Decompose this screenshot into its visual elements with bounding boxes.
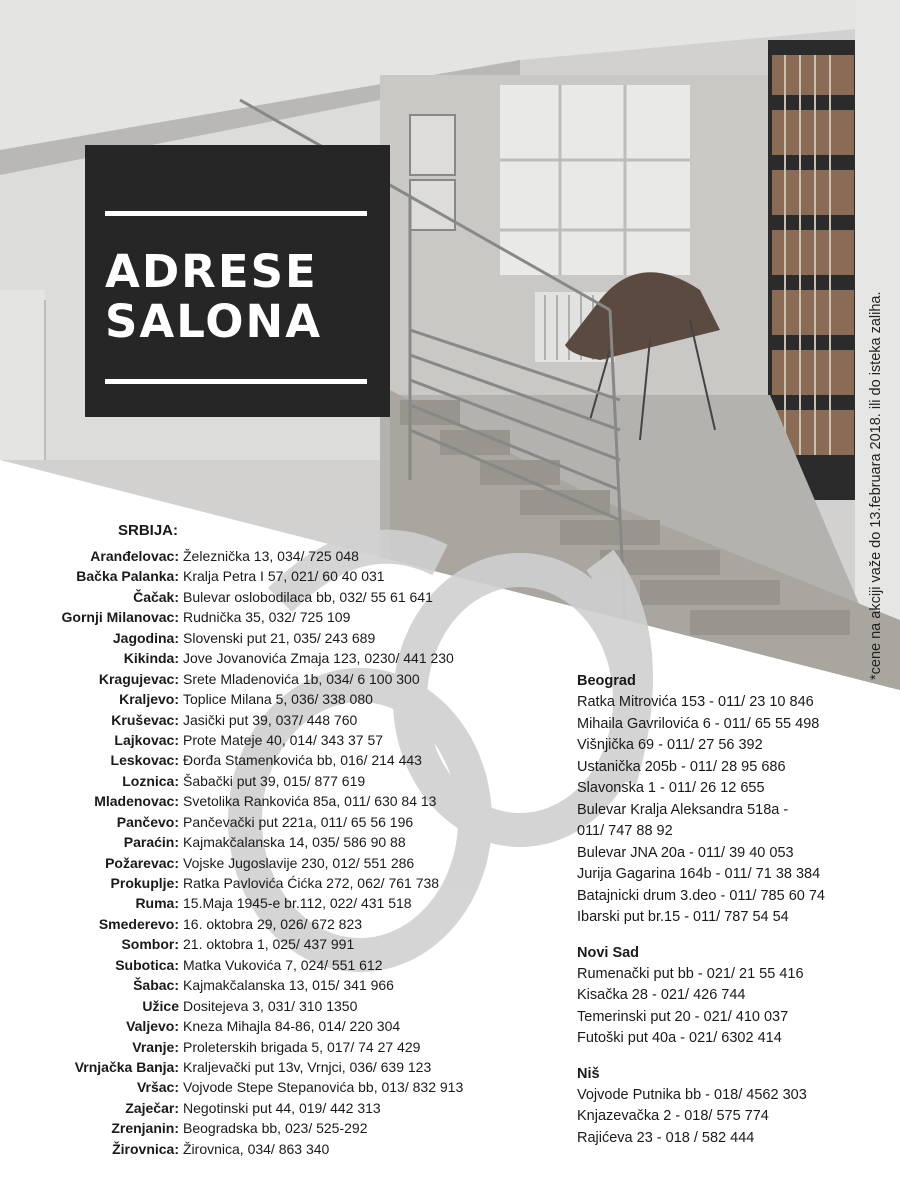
address-row [0,893,463,913]
title-line-2: SALONA [105,295,323,348]
address-row [0,934,463,954]
title-box [85,145,390,417]
address-row [0,546,463,566]
address-row [0,771,463,791]
city-name: Kruševac: [111,711,179,728]
city-address: Kajmakčalanska 14, 035/ 586 90 88 [183,834,406,851]
group-address-item: Ibarski put br.15 - 011/ 787 54 54 [577,909,789,925]
group-address-item: Knjazevačka 2 - 018/ 575 774 [577,1108,769,1124]
group-address-item: Bulevar JNA 20a - 011/ 39 40 053 [577,844,794,861]
city-address-groups [577,670,825,1149]
city-name: Subotica: [115,956,179,973]
address-row [0,1077,463,1097]
city-address: Žirovnica, 034/ 863 340 [183,1140,330,1157]
city-name: Mladenovac: [94,793,179,810]
group-address-item: Jurija Gagarina 164b - 011/ 71 38 384 [577,866,821,882]
city-address: Kajmakčalanska 13, 015/ 341 966 [183,977,394,994]
address-row [0,1098,463,1118]
city-name: Kragujevac: [98,670,179,687]
city-name: Vrnjačka Banja: [74,1058,179,1075]
city-address: Slovenski put 21, 035/ 243 689 [183,629,376,646]
address-row [0,710,463,730]
address-row [0,1037,463,1057]
city-name: Pančevo: [116,813,179,830]
city-name: Zaječar: [125,1099,179,1116]
city-name: Paraćin: [123,834,179,851]
city-name: Loznica: [122,772,179,789]
group-address-item: Kisačka 28 - 021/ 426 744 [577,987,746,1003]
city-name: Sombor: [121,936,179,953]
address-row [0,853,463,873]
city-name: Kraljevo: [119,691,179,708]
city-address: Kneza Mihajla 84-86, 014/ 220 304 [183,1018,401,1035]
title-bottom-rule [105,379,367,384]
city-address: Ratka Pavlovića Ćićka 272, 062/ 761 738 [183,875,440,891]
promo-note: *cene na akciji važe do 13.februara 2018. ili do isteka zaliha. [868,291,884,680]
srbija-heading: SRBIJA: [118,522,179,539]
city-address: Matka Vukovića 7, 024/ 551 612 [183,956,383,973]
group-address-item: Višnjička 69 - 011/ 27 56 392 [577,737,763,753]
address-row [0,750,463,770]
city-name: Užice [142,997,179,1014]
city-address: Prote Mateje 40, 014/ 343 37 57 [183,731,384,748]
title-line-1: ADRESE [105,245,318,298]
address-row [0,914,463,934]
group-address-item: Bulevar Kralja Aleksandra 518a - [577,801,789,818]
city-name: Prokuplje: [110,875,179,891]
srbija-address-list [0,546,463,1159]
city-address: Rudnička 35, 032/ 725 109 [183,609,351,626]
city-name: Ruma: [135,895,179,912]
address-row [0,587,463,607]
city-name: Gornji Milanovac: [61,609,179,626]
group-address-item: Temerinski put 20 - 021/ 410 037 [577,1008,789,1025]
address-row [0,832,463,852]
title-top-rule [105,211,367,216]
city-address: Vojvode Stepe Stepanovića bb, 013/ 832 913 [183,1079,464,1096]
city-address: Dositejeva 3, 031/ 310 1350 [183,997,358,1014]
city-address: Šabački put 39, 015/ 877 619 [183,772,366,789]
city-name: Požarevac: [105,854,179,871]
address-row [0,873,463,893]
address-row [0,607,463,627]
address-row [0,730,463,750]
group-spacer [577,929,825,942]
city-name: Bačka Palanka: [76,568,179,585]
address-row [0,648,463,668]
city-name: Žirovnica: [112,1140,179,1157]
city-address: Svetolika Rankovića 85a, 011/ 630 84 13 [183,793,437,810]
address-row [0,812,463,832]
address-row [0,1057,463,1077]
city-address: Beogradska bb, 023/ 525-292 [183,1120,368,1137]
group-address-item: Ustanička 205b - 011/ 28 95 686 [577,758,786,775]
group-spacer [577,1050,825,1063]
city-address: 21. oktobra 1, 025/ 437 991 [183,936,355,953]
city-name: Jagodina: [112,629,179,646]
group-address-item: Futoški put 40a - 021/ 6302 414 [577,1030,782,1046]
city-name: Leskovac: [110,752,179,769]
city-name: Čačak: [133,588,179,605]
group-address-item: Mihaila Gavrilovića 6 - 011/ 65 55 498 [577,715,820,732]
city-address: Proleterskih brigada 5, 017/ 74 27 429 [183,1038,421,1055]
city-address: Negotinski put 44, 019/ 442 313 [183,1099,381,1116]
city-name: Smederevo: [98,915,179,932]
city-name: Lajkovac: [114,731,179,748]
address-row [0,628,463,648]
address-row [0,566,463,586]
address-row [0,1118,463,1138]
city-address: Železnička 13, 034/ 725 048 [183,548,359,564]
address-row [0,669,463,689]
group-address-item: 011/ 747 88 92 [577,823,673,839]
city-address: Vojske Jugoslavije 230, 012/ 551 286 [183,854,415,871]
group-address-item: Vojvode Putnika bb - 018/ 4562 303 [577,1086,807,1103]
address-row [0,689,463,709]
address-row [0,791,463,811]
city-name: Šabac: [133,977,179,994]
group-address-item: Slavonska 1 - 011/ 26 12 655 [577,780,765,796]
city-name: Vranje: [132,1038,179,1055]
group-address-item: Batajnicki drum 3.deo - 011/ 785 60 74 [577,887,826,904]
group-address-item: Ratka Mitrovića 153 - 011/ 23 10 846 [577,694,814,710]
group-address-item: Rajićeva 23 - 018 / 582 444 [577,1129,755,1146]
address-row [0,1016,463,1036]
city-name: Aranđelovac: [90,548,179,564]
group-address-item: Rumenački put bb - 021/ 21 55 416 [577,965,804,982]
group-heading: Niš [577,1065,600,1082]
address-row [0,1139,463,1159]
city-address: Kralja Petra I 57, 021/ 60 40 031 [183,568,385,585]
city-name: Kikinda: [123,650,179,667]
city-address: Srete Mladenovića 1b, 034/ 6 100 300 [183,670,420,687]
group-heading: Novi Sad [577,944,640,961]
address-row [0,996,463,1016]
city-address: 16. oktobra 29, 026/ 672 823 [183,915,363,932]
city-address: Pančevački put 221a, 011/ 65 56 196 [183,813,414,830]
city-address: Kraljevački put 13v, Vrnjci, 036/ 639 123 [183,1058,432,1075]
group-heading: Beograd [577,673,636,689]
city-address: Bulevar oslobodilaca bb, 032/ 55 61 641 [183,588,433,605]
city-name: Vršac: [136,1079,179,1096]
city-name: Zrenjanin: [111,1120,179,1137]
city-address: 15.Maja 1945-e br.112, 022/ 431 518 [183,895,412,912]
city-address: Toplice Milana 5, 036/ 338 080 [183,691,373,708]
page-title [105,247,322,347]
city-address: Đorđa Stamenkovića bb, 016/ 214 443 [183,752,422,769]
city-name: Valjevo: [126,1018,179,1035]
city-address: Jasički put 39, 037/ 448 760 [183,711,358,728]
address-row [0,955,463,975]
address-row [0,975,463,995]
city-address: Jove Jovanovića Zmaja 123, 0230/ 441 230 [183,650,454,667]
